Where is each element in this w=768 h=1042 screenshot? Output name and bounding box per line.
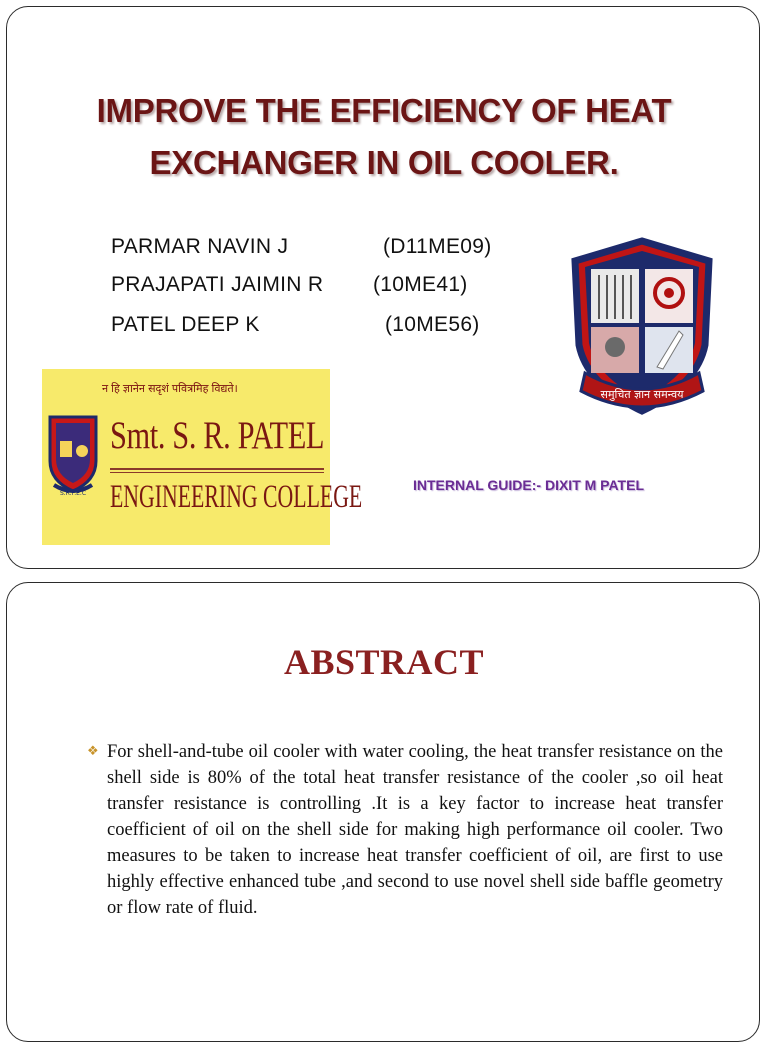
author-row-2 [111, 273, 468, 297]
diamond-bullet-icon: ❖ [87, 743, 99, 758]
crest-motto: समुचित ज्ञान समन्वय [600, 388, 684, 401]
author-id: (10ME41) [373, 273, 468, 296]
abstract-body: For shell-and-tube oil cooler with water cooling, the heat transfer resistance on the shell side is 80% of the total heat transfer resistance of the cooler ,so oil heat transfer resistance is controlling .It is a key factor to increase heat transfer coefficient of oil on the shell side for making high performance oil cooler. Two measures to be taken to increase heat transfer coefficient of oil, are first to use highly effective enhanced tube ,and second to use novel shell side baffle geometry or flow rate of fluid. [107, 742, 723, 918]
college-name-line-1: Smt. S. R. PATEL [110, 414, 325, 457]
college-logo [42, 369, 363, 545]
author-id: (D11ME09) [383, 235, 492, 258]
logo-divider [110, 468, 324, 470]
author-row-1 [111, 235, 492, 259]
abstract-slide [6, 582, 760, 1042]
logo-divider [110, 472, 324, 473]
college-crest-icon [46, 411, 100, 497]
title-line-2: EXCHANGER IN OIL COOLER. [149, 144, 619, 181]
author-name: PRAJAPATI JAIMIN R [111, 273, 324, 296]
college-motto: न हि ज्ञानेन सदृशं पवित्रमिह विद्यते। [102, 383, 238, 395]
abstract-heading: ABSTRACT [283, 642, 485, 682]
title-line-1: IMPROVE THE EFFICIENCY OF HEAT [96, 92, 672, 129]
author-id: (10ME56) [385, 313, 480, 336]
university-crest-logo [567, 235, 717, 423]
internal-guide: INTERNAL GUIDE:- DIXIT M PATEL [413, 477, 644, 493]
college-crest-caption: S.R.P.E.C [59, 490, 87, 497]
presentation-title [7, 85, 761, 189]
author-name: PATEL DEEP K [111, 313, 260, 336]
author-name: PARMAR NAVIN J [111, 235, 289, 258]
author-row-3 [111, 313, 480, 337]
college-name-line-2: ENGINEERING COLLEGE [110, 479, 363, 515]
title-slide [6, 6, 760, 569]
